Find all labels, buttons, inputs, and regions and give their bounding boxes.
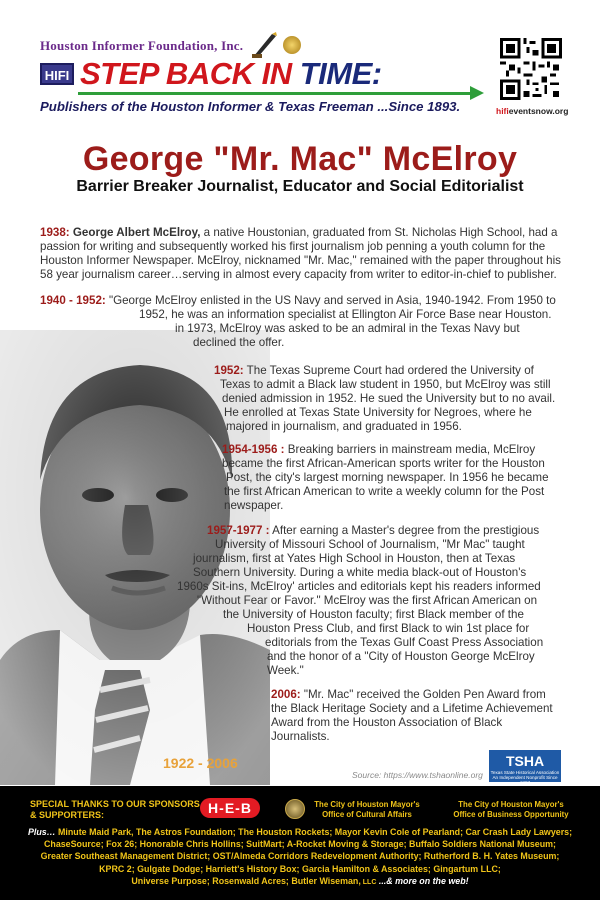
site-red-part: hifi — [496, 106, 509, 116]
office-cultural-affairs — [312, 800, 422, 820]
office-business-opportunity — [446, 800, 576, 820]
entry-1938-line — [40, 226, 561, 240]
step-back-in-time-title — [80, 56, 382, 92]
entry-line: declined the offer. — [193, 336, 285, 349]
entry-line — [214, 364, 555, 378]
entry-line: Southern University. During a white media black-out of Houston's — [193, 566, 527, 579]
entry-2006 — [271, 688, 553, 744]
entry-line — [207, 524, 543, 538]
more-on-web: ...& more on the web! — [376, 875, 469, 886]
heb-logo: H-E-B — [200, 798, 260, 818]
office-line: The City of Houston Mayor's — [314, 800, 420, 809]
sponsors-heading-line: SPECIAL THANKS TO OUR SPONSORS — [30, 799, 200, 809]
website-link[interactable] — [496, 106, 568, 116]
entry-1938 — [40, 226, 561, 282]
publishers-tagline: Publishers of the Houston Informer & Texas Freeman ...Since 1893. — [40, 99, 461, 114]
entry-line: Journalists. — [271, 730, 330, 743]
medal-icon — [283, 36, 301, 54]
entry-line: and the honor of a "City of Houston George McElroy — [267, 650, 535, 663]
entry-line: "Without Fear or Favor." McElroy was the first African American on — [197, 594, 538, 607]
site-rest-part: eventsnow.org — [508, 106, 569, 116]
entry-line: 1952, he was an information specialist at Ellington Air Force Base near Houston. — [139, 308, 552, 321]
entry-line — [271, 688, 553, 702]
entry-line: newspaper. — [224, 499, 284, 512]
entry-year: 1940 - 1952: — [40, 294, 106, 307]
entry-year: 1954-1956 : — [222, 443, 285, 456]
entry-line: the first African American to write a weekly column for the Post — [224, 485, 545, 498]
entry-1940-1952 — [40, 294, 556, 350]
entry-line: Houston Press Club, and first Black to win 1st place for — [247, 622, 530, 635]
entry-line: Post, the city's largest morning newspaper. In 1956 he became — [226, 471, 549, 484]
title-blue-part: TIME: — [299, 56, 382, 91]
entry-line: He enrolled at Texas State University for Negroes, where he — [224, 406, 532, 419]
city-seal-icon — [285, 799, 305, 819]
entry-bold-name: George Albert McElroy, — [72, 226, 201, 239]
green-arrow-line — [78, 92, 473, 95]
tsha-subtitle — [489, 770, 561, 785]
supporters-line: Greater Southeast Management District; OST/Almeda Corridors Redevelopment Authority; Rutherford B. H. Yates Museum; — [40, 851, 560, 862]
entry-1938-line: 58 year journalism career…serving in almost every capacity from writer to editor-in-chief to publisher. — [40, 268, 557, 281]
entry-text: "Mr. Mac" received the Golden Pen Award from — [300, 688, 546, 701]
entry-1954-1956 — [222, 443, 549, 513]
tsha-sub-line: An Independent Nonprofit Since 1897 — [492, 775, 558, 785]
page-subtitle: Barrier Breaker Journalist, Educator and Social Editorialist — [76, 178, 524, 195]
entry-text: a native Houstonian, graduated from St. Nicholas High School, had a — [200, 226, 558, 239]
entry-text: After earning a Master's degree from the prestigious — [269, 524, 540, 537]
foundation-name: Houston Informer Foundation, Inc. — [40, 38, 244, 53]
entry-line: journalism, first at Yates High School in Houston, then at Texas — [193, 552, 516, 565]
entry-line: 1960s Sit-ins, McElroy' articles and editorials kept his readers informed — [177, 580, 541, 593]
supporters-line — [12, 875, 588, 889]
entry-year: 2006: — [271, 688, 301, 701]
entry-year: 1938: — [40, 226, 70, 239]
office-line: Office of Cultural Affairs — [322, 810, 412, 819]
office-line: Office of Business Opportunity — [453, 810, 569, 819]
entry-line: denied admission in 1952. He sued the University but to no avail. — [222, 392, 556, 405]
green-arrow-head — [470, 86, 484, 100]
entry-line — [40, 294, 556, 308]
tsha-name: TSHA — [505, 753, 545, 769]
entry-year: 1957-1977 : — [207, 524, 270, 537]
entry-year: 1952: — [214, 364, 244, 377]
qr-code-icon[interactable] — [500, 38, 562, 100]
supporters-line: KPRC 2; Gulgate Dodge; Harriett's History Box; Garcia Hamilton & Associates; Gingartum LLC; — [99, 863, 501, 874]
entry-line: majored in journalism, and graduated in 1956. — [226, 420, 462, 433]
entry-1952 — [214, 364, 555, 434]
entry-line: University of Missouri School of Journalism, "Mr Mac" taught — [215, 538, 525, 551]
entry-line: the Black Heritage Society and a Lifetime Achievement — [271, 702, 553, 715]
life-years: 1922 - 2006 — [163, 755, 238, 771]
supporters-line — [12, 826, 588, 838]
sponsors-heading-line: & SUPPORTERS: — [30, 810, 105, 820]
sponsors-heading — [30, 799, 200, 821]
entry-1957-1977 — [177, 524, 544, 678]
entry-1938-line: passion for writing and subsequently worked his first journalism job penning a youth column for the — [40, 240, 546, 253]
entry-line — [222, 443, 549, 457]
supporters-list — [12, 826, 588, 889]
tsha-sub-line: Texas State Historical Association — [490, 770, 560, 775]
entry-text: Breaking barriers in mainstream media, McElroy — [284, 443, 536, 456]
llc-suffix: LLC — [360, 878, 377, 886]
entry-line: editorials from the Texas Gulf Coast Press Association — [265, 636, 544, 649]
entry-line: Award from the Houston Association of Black — [271, 716, 503, 729]
entry-line: Week." — [267, 664, 304, 677]
entry-text: "George McElroy enlisted in the US Navy and served in Asia, 1940-1942. From 1950 to — [105, 294, 556, 307]
tsha-logo[interactable] — [489, 750, 561, 785]
supporters-text: Minute Maid Park, The Astros Foundation; The Houston Rockets; Mayor Kevin Cole of Pearland; Car Crash Lady Lawyers; — [55, 827, 573, 837]
page-title: George "Mr. Mac" McElroy — [82, 140, 518, 178]
office-line: The City of Houston Mayor's — [458, 800, 564, 809]
plus-word: Plus… — [27, 827, 56, 837]
supporters-text: Universe Purpose; Rosenwald Acres; Butler Wiseman, — [131, 875, 361, 886]
hifi-logo-badge: HIFI — [40, 63, 74, 85]
entry-line: Texas to admit a Black law student in 1950, but McElroy was still — [220, 378, 551, 391]
entry-line: the University of Houston faculty; first Black member of the — [223, 608, 524, 621]
entry-line: became the first African-American sports writer for the Houston — [222, 457, 545, 470]
supporters-line: ChaseSource; Fox 26; Honorable Chris Hollins; SuitMart; A-Rocket Moving & Storage; Buffalo Soldiers National Museum; — [43, 839, 556, 850]
entry-line: in 1973, McElroy was asked to be an admiral in the Texas Navy but — [175, 322, 520, 335]
source-citation: Source: https://www.tshaonline.org — [352, 770, 483, 780]
entry-text: The Texas Supreme Court had ordered the University of — [243, 364, 534, 377]
title-red-part: STEP BACK IN — [80, 56, 300, 91]
entry-1938-line: Houston Informer Newspaper. McElroy, nicknamed "Mr. Mac," remained with the paper throughout his — [40, 254, 561, 267]
